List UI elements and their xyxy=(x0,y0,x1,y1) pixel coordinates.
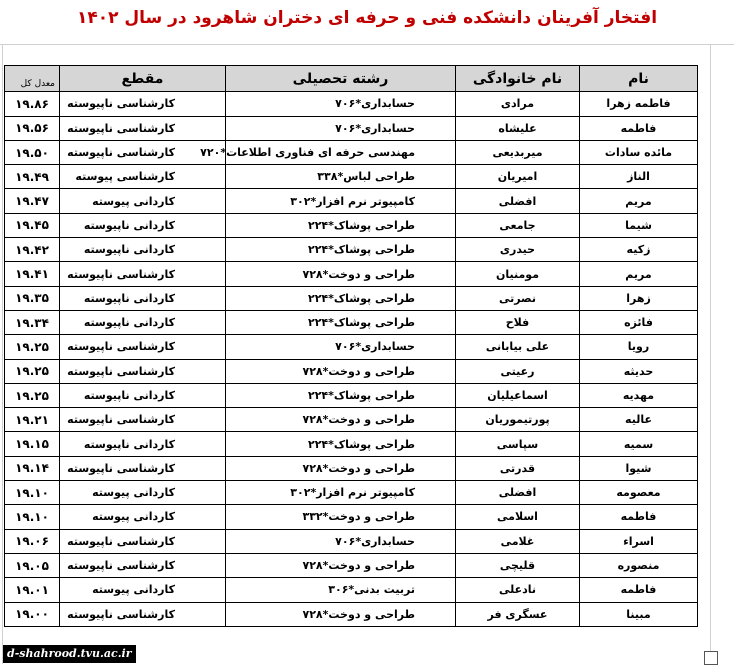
cell-last-name: مرادی xyxy=(456,92,580,116)
header-first-name: نام xyxy=(580,66,698,92)
table-row xyxy=(5,359,698,383)
cell-average: ۱۹.۴۲ xyxy=(5,238,60,262)
cell-last-name: میربدیعی xyxy=(456,140,580,164)
cell-major: طراحی پوشاک*۲۲۴ xyxy=(226,432,456,456)
cell-last-name: پورتیموریان xyxy=(456,408,580,432)
cell-major: طراحی پوشاک*۲۲۴ xyxy=(226,213,456,237)
table-row xyxy=(5,116,698,140)
cell-major: طراحی و دوخت*۷۲۸ xyxy=(226,553,456,577)
cell-last-name: علی بیابانی xyxy=(456,335,580,359)
cell-last-name: مومنیان xyxy=(456,262,580,286)
table-row xyxy=(5,578,698,602)
table-row xyxy=(5,432,698,456)
cell-first-name: فاطمه زهرا xyxy=(580,92,698,116)
cell-first-name: رویا xyxy=(580,335,698,359)
cell-average: ۱۹.۰۱ xyxy=(5,578,60,602)
header-major: رشته تحصیلی xyxy=(226,66,456,92)
cell-average: ۱۹.۱۴ xyxy=(5,456,60,480)
left-gridline xyxy=(2,44,3,664)
cell-last-name: سپاسی xyxy=(456,432,580,456)
cell-major: تربیت بدنی*۳۰۶ xyxy=(226,578,456,602)
cell-average: ۱۹.۱۰ xyxy=(5,481,60,505)
cell-average: ۱۹.۰۵ xyxy=(5,553,60,577)
cell-grade: کاردانی ناپیوسته xyxy=(60,238,226,262)
cell-first-name: سمیه xyxy=(580,432,698,456)
cell-grade: کارشناسی ناپیوسته xyxy=(60,335,226,359)
cell-grade: کاردانی پیوسته xyxy=(60,578,226,602)
cell-average: ۱۹.۴۱ xyxy=(5,262,60,286)
cell-major: طراحی و دوخت*۳۳۲ xyxy=(226,505,456,529)
cell-major: طراحی پوشاک*۲۲۴ xyxy=(226,310,456,334)
cell-first-name: مبینا xyxy=(580,602,698,626)
cell-major: کامپیوتر نرم افزار*۳۰۲ xyxy=(226,189,456,213)
table-row xyxy=(5,481,698,505)
cell-major: طراحی پوشاک*۲۲۴ xyxy=(226,238,456,262)
cell-grade: کاردانی پیوسته xyxy=(60,505,226,529)
cell-grade: کاردانی پیوسته xyxy=(60,481,226,505)
honors-table xyxy=(4,65,698,627)
cell-average: ۱۹.۲۵ xyxy=(5,335,60,359)
table-row xyxy=(5,383,698,407)
top-divider xyxy=(0,44,734,45)
cell-last-name: فلاح xyxy=(456,310,580,334)
cell-average: ۱۹.۸۶ xyxy=(5,92,60,116)
cell-average: ۱۹.۱۵ xyxy=(5,432,60,456)
cell-average: ۱۹.۴۷ xyxy=(5,189,60,213)
cell-last-name: عسگری فر xyxy=(456,602,580,626)
cell-major: طراحی لباس*۳۳۸ xyxy=(226,165,456,189)
table-row xyxy=(5,286,698,310)
table-row xyxy=(5,238,698,262)
cell-first-name: زکیه xyxy=(580,238,698,262)
cell-major: حسابداری*۷۰۶ xyxy=(226,529,456,553)
header-grade: مقطع xyxy=(60,66,226,92)
cell-major: کامپیوتر نرم افزار*۳۰۲ xyxy=(226,481,456,505)
cell-grade: کارشناسی ناپیوسته xyxy=(60,140,226,164)
cell-first-name: معصومه xyxy=(580,481,698,505)
cell-last-name: علیشاه xyxy=(456,116,580,140)
cell-grade: کارشناسی ناپیوسته xyxy=(60,553,226,577)
cell-first-name: مهدیه xyxy=(580,383,698,407)
cell-average: ۱۹.۰۰ xyxy=(5,602,60,626)
cell-last-name: امیریان xyxy=(456,165,580,189)
cell-grade: کارشناسی ناپیوسته xyxy=(60,602,226,626)
cell-last-name: قلیچی xyxy=(456,553,580,577)
cell-grade: کاردانی ناپیوسته xyxy=(60,213,226,237)
right-gridline xyxy=(710,44,711,664)
cell-average: ۱۹.۵۶ xyxy=(5,116,60,140)
cell-last-name: جامعی xyxy=(456,213,580,237)
cell-grade: کارشناسی ناپیوسته xyxy=(60,456,226,480)
table-row xyxy=(5,92,698,116)
table-header-row xyxy=(5,66,698,92)
cell-last-name: رعیتی xyxy=(456,359,580,383)
cell-grade: کارشناسی ناپیوسته xyxy=(60,116,226,140)
cell-grade: کاردانی ناپیوسته xyxy=(60,432,226,456)
cell-first-name: فاطمه xyxy=(580,116,698,140)
table-row xyxy=(5,602,698,626)
cell-major: طراحی و دوخت*۷۲۸ xyxy=(226,456,456,480)
cell-first-name: مائده سادات xyxy=(580,140,698,164)
cell-last-name: نصرتی xyxy=(456,286,580,310)
cell-major: طراحی پوشاک*۲۲۴ xyxy=(226,286,456,310)
cell-average: ۱۹.۲۵ xyxy=(5,383,60,407)
site-watermark: d-shahrood.tvu.ac.ir xyxy=(3,645,136,663)
table-row xyxy=(5,408,698,432)
cell-grade: کارشناسی ناپیوسته xyxy=(60,529,226,553)
cell-major: حسابداری*۷۰۶ xyxy=(226,92,456,116)
header-average: معدل کل xyxy=(5,66,60,92)
cell-first-name: حدیثه xyxy=(580,359,698,383)
cell-first-name: شیما xyxy=(580,213,698,237)
cell-first-name: الناز xyxy=(580,165,698,189)
cell-major: حسابداری*۷۰۶ xyxy=(226,116,456,140)
cell-first-name: مریم xyxy=(580,262,698,286)
cell-major: طراحی و دوخت*۷۲۸ xyxy=(226,408,456,432)
cell-last-name: افضلی xyxy=(456,481,580,505)
cell-average: ۱۹.۰۶ xyxy=(5,529,60,553)
cell-last-name: اسماعیلیان xyxy=(456,383,580,407)
table-row xyxy=(5,529,698,553)
cell-major: طراحی و دوخت*۷۲۸ xyxy=(226,602,456,626)
cell-first-name: فاطمه xyxy=(580,505,698,529)
cell-grade: کارشناسی ناپیوسته xyxy=(60,262,226,286)
table-row xyxy=(5,553,698,577)
cell-major: طراحی و دوخت*۷۲۸ xyxy=(226,262,456,286)
cell-last-name: غلامی xyxy=(456,529,580,553)
cell-first-name: مریم xyxy=(580,189,698,213)
cell-last-name: قدرتی xyxy=(456,456,580,480)
table-row xyxy=(5,262,698,286)
cell-first-name: فاطمه xyxy=(580,578,698,602)
cell-last-name: نادعلی xyxy=(456,578,580,602)
cell-grade: کارشناسی ناپیوسته xyxy=(60,92,226,116)
table-row xyxy=(5,213,698,237)
cell-grade: کارشناسی ناپیوسته xyxy=(60,359,226,383)
corner-box xyxy=(704,651,718,665)
cell-first-name: اسراء xyxy=(580,529,698,553)
cell-average: ۱۹.۲۱ xyxy=(5,408,60,432)
cell-first-name: زهرا xyxy=(580,286,698,310)
cell-grade: کارشناسی پیوسته xyxy=(60,165,226,189)
cell-first-name: عالیه xyxy=(580,408,698,432)
cell-grade: کارشناسی ناپیوسته xyxy=(60,408,226,432)
table-row xyxy=(5,189,698,213)
cell-first-name: فائزه xyxy=(580,310,698,334)
table-row xyxy=(5,505,698,529)
table-row xyxy=(5,456,698,480)
cell-first-name: منصوره xyxy=(580,553,698,577)
cell-grade: کاردانی پیوسته xyxy=(60,189,226,213)
cell-major: مهندسی حرفه ای فناوری اطلاعات*۷۲۰ xyxy=(226,140,456,164)
page-title: افتخار آفرینان دانشکده فنی و حرفه ای دختران شاهرود در سال ۱۴۰۲ xyxy=(76,8,658,28)
cell-grade: کاردانی ناپیوسته xyxy=(60,310,226,334)
cell-average: ۱۹.۵۰ xyxy=(5,140,60,164)
cell-average: ۱۹.۱۰ xyxy=(5,505,60,529)
table-row xyxy=(5,335,698,359)
cell-first-name: شیوا xyxy=(580,456,698,480)
table-row xyxy=(5,165,698,189)
cell-last-name: افضلی xyxy=(456,189,580,213)
table-row xyxy=(5,140,698,164)
cell-grade: کاردانی ناپیوسته xyxy=(60,383,226,407)
cell-last-name: حیدری xyxy=(456,238,580,262)
cell-average: ۱۹.۴۵ xyxy=(5,213,60,237)
cell-major: طراحی پوشاک*۲۲۴ xyxy=(226,383,456,407)
cell-average: ۱۹.۳۴ xyxy=(5,310,60,334)
table-row xyxy=(5,310,698,334)
header-last-name: نام خانوادگی xyxy=(456,66,580,92)
cell-major: حسابداری*۷۰۶ xyxy=(226,335,456,359)
cell-average: ۱۹.۴۹ xyxy=(5,165,60,189)
cell-grade: کاردانی ناپیوسته xyxy=(60,286,226,310)
cell-major: طراحی و دوخت*۷۲۸ xyxy=(226,359,456,383)
cell-average: ۱۹.۲۵ xyxy=(5,359,60,383)
cell-average: ۱۹.۳۵ xyxy=(5,286,60,310)
cell-last-name: اسلامی xyxy=(456,505,580,529)
